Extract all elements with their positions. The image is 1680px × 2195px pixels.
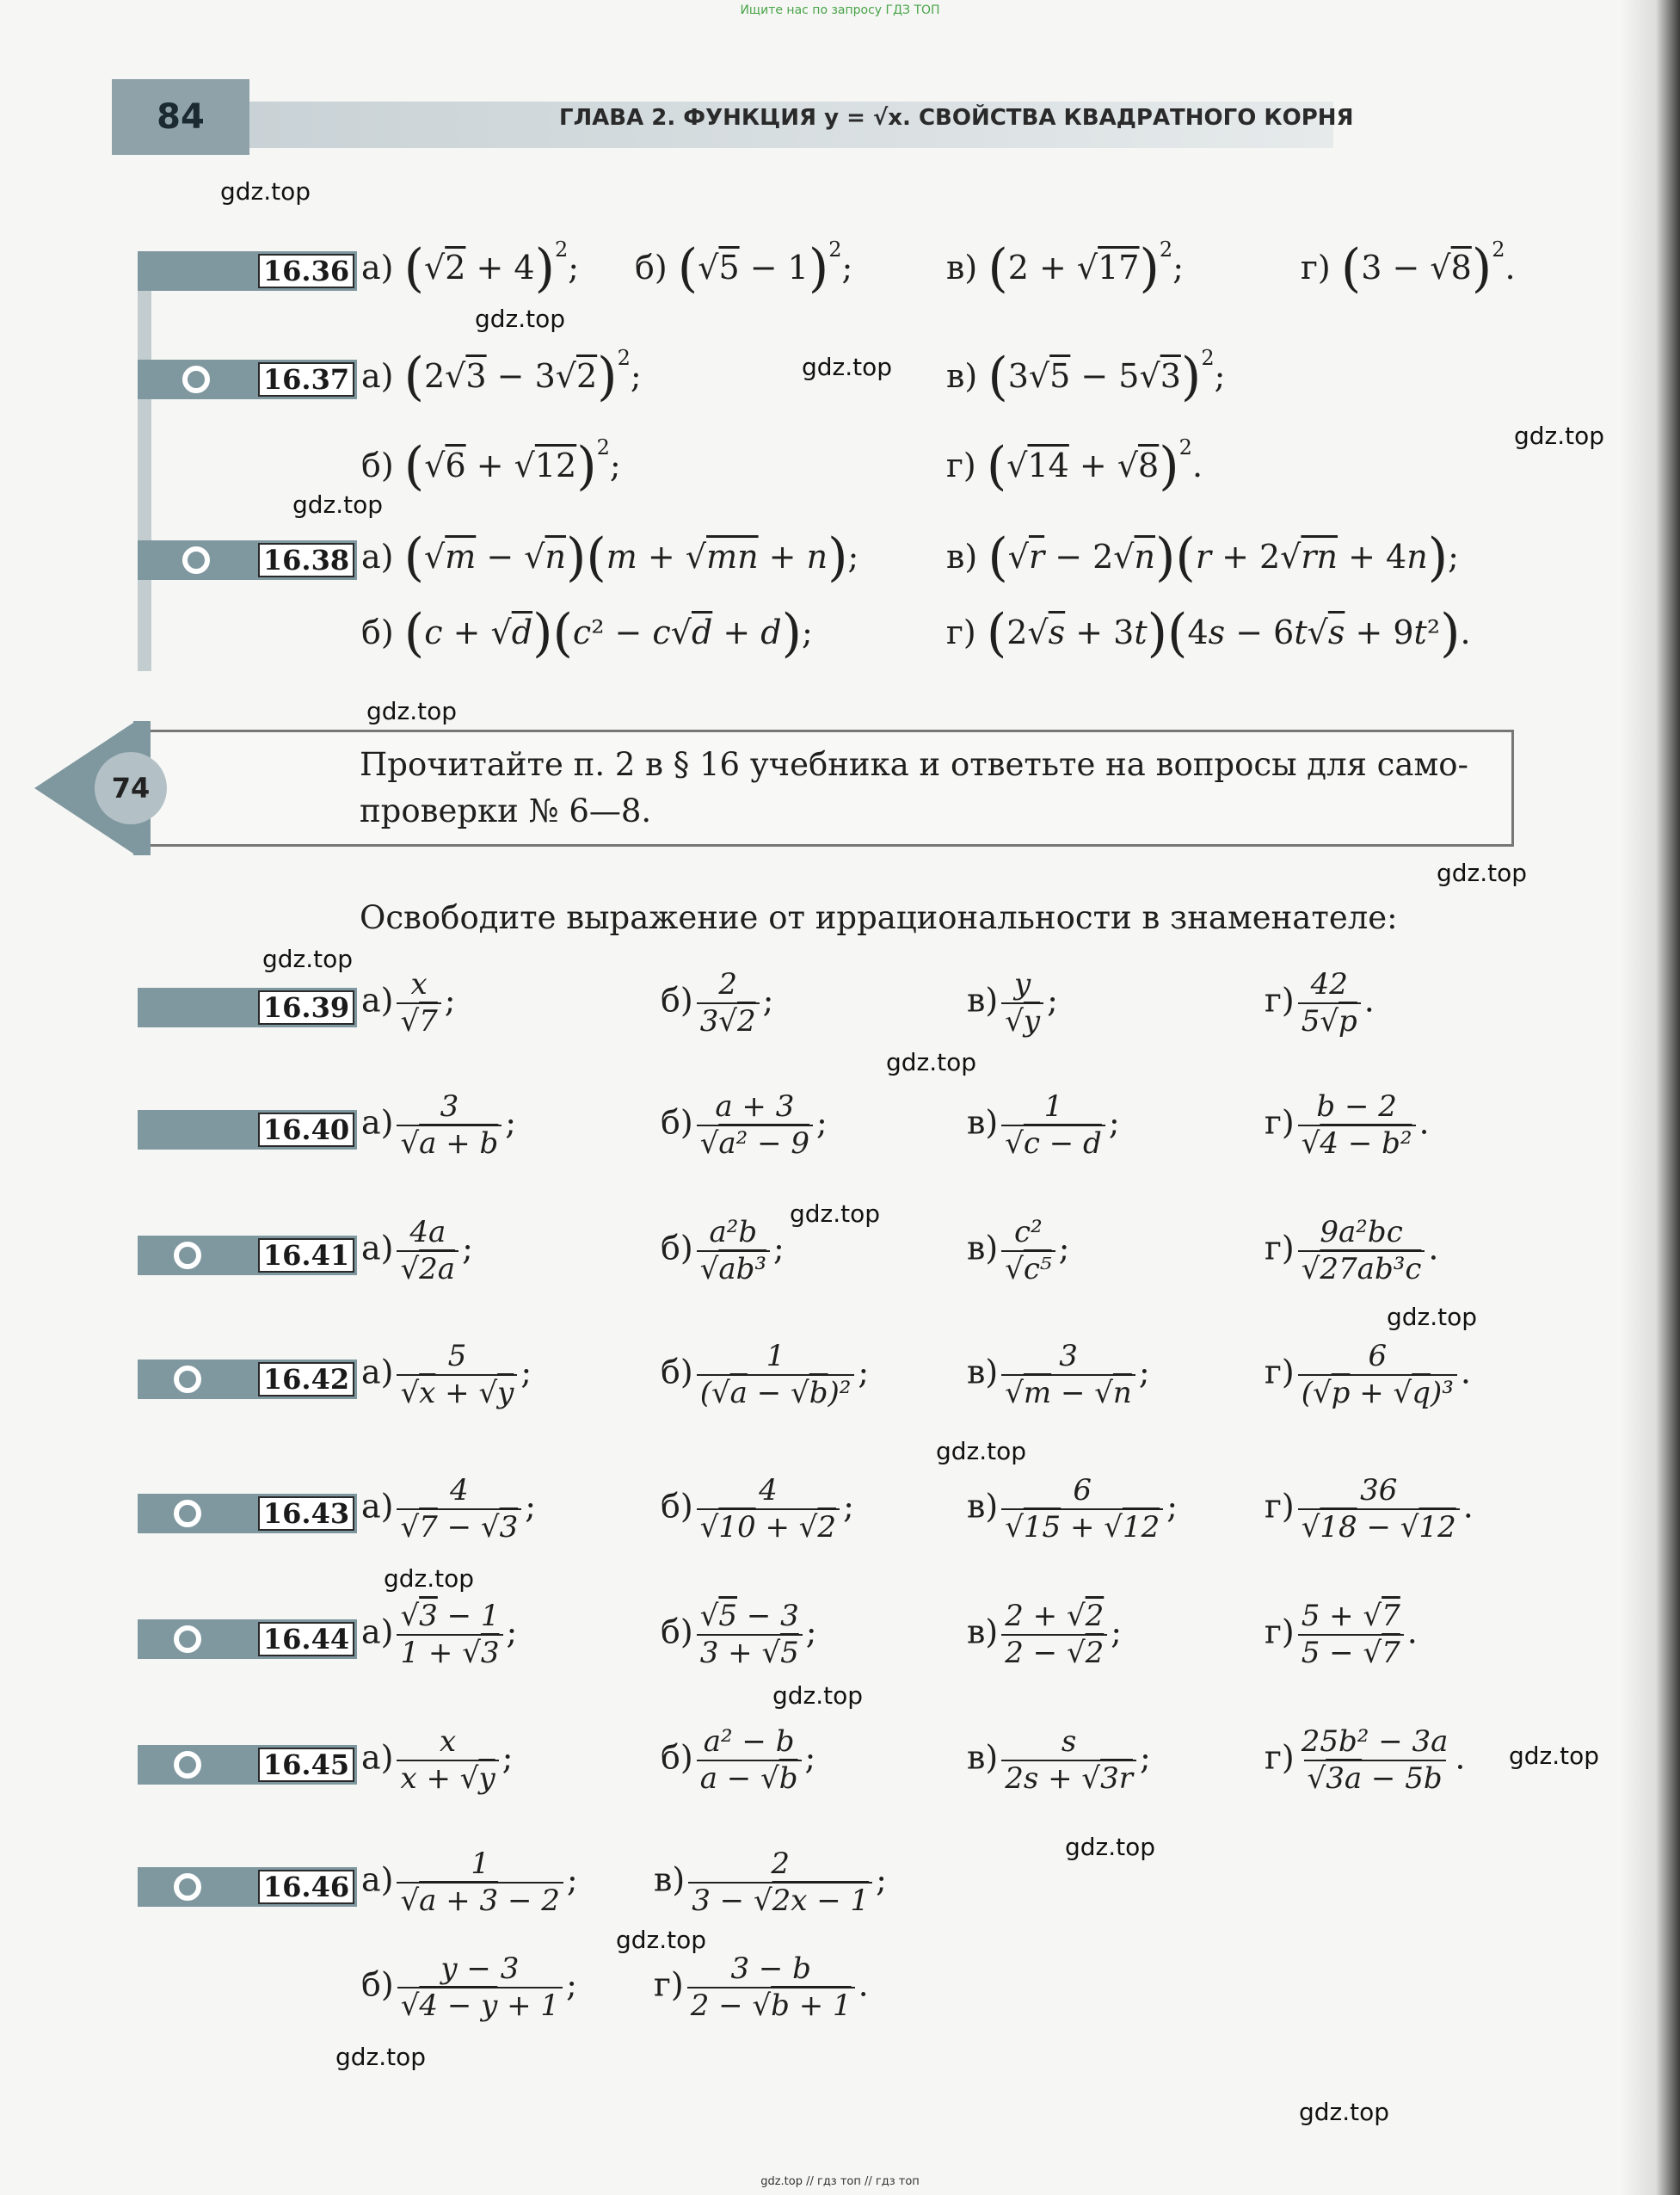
watermark: gdz.top <box>1299 2098 1390 2126</box>
expression: а) $\frac{5}{√x + √y}$ ; <box>361 1339 532 1410</box>
expression: г) $(√14 + √8)^2$. <box>946 435 1203 496</box>
label-a: а) <box>361 1487 394 1526</box>
task-number: 16.38 <box>258 543 354 577</box>
expression: б) $(√5 - 1)^2$; <box>635 237 853 299</box>
watermark: gdz.top <box>802 353 893 381</box>
circle-marker-icon <box>174 1500 201 1527</box>
watermark: gdz.top <box>292 490 384 519</box>
expression: б) $\frac{1}{\text{(√a − √b)²}}$ ; <box>661 1339 870 1410</box>
circle-marker-icon <box>174 1366 201 1393</box>
label-b: б) <box>661 1487 693 1526</box>
label-v: в) <box>967 1229 999 1267</box>
instruction: Освободите выражение от иррациональности в знаменателе: <box>360 899 1398 936</box>
label-b: б) <box>361 613 394 651</box>
label-g: г) <box>1265 1487 1295 1526</box>
label-v: в) <box>946 357 978 395</box>
label-a: а) <box>361 1353 394 1391</box>
expression: а) $\frac{√3 - 1}{1 + √3}$ ; <box>361 1599 518 1670</box>
watermark: gdz.top <box>475 305 566 333</box>
watermark: gdz.top <box>790 1199 881 1228</box>
expression: в) $\frac{s}{2s + √3r}$ ; <box>967 1724 1151 1796</box>
watermark: gdz.top <box>886 1048 977 1076</box>
label-v: в) <box>967 1103 999 1142</box>
label-b: б) <box>661 1738 693 1777</box>
expression: г) $\frac{5 + √7}{5 - √7}$ . <box>1265 1599 1418 1670</box>
label-a: а) <box>361 981 394 1020</box>
expression: б) $\frac{4}{√10 + √2}$ ; <box>661 1473 854 1545</box>
expression: в) $\frac{\text{c²}}{\text{√c⁵}}$ ; <box>967 1215 1070 1286</box>
expression: в) $\frac{6}{√15 + √12}$ ; <box>967 1473 1178 1545</box>
note-text-line-1: Прочитайте п. 2 в § 16 учебника и ответьте на вопросы для само- <box>360 746 1469 783</box>
expression: б) $(√6 + √12)^2$; <box>361 435 621 496</box>
expression: а) $\frac{x}{x + √y}$ ; <box>361 1724 514 1796</box>
task-number: 16.45 <box>258 1748 354 1782</box>
label-g: г) <box>1265 1738 1295 1777</box>
task-number: 16.41 <box>258 1238 354 1273</box>
expression: б) (c + √d)(c² − c√d + d); <box>361 603 813 663</box>
expression: в) $(3√5 - 5√3)^2$; <box>946 346 1226 407</box>
expression: г) $\frac{42}{5√p}$ . <box>1265 967 1375 1039</box>
label-g: г) <box>1265 1103 1295 1142</box>
label-v: в) <box>654 1860 686 1899</box>
label-g: г) <box>1301 249 1331 287</box>
label-g: г) <box>1265 1353 1295 1391</box>
task-number: 16.43 <box>258 1496 354 1531</box>
expression: а) $(2√3 - 3√2)^2$; <box>361 346 642 407</box>
expression: а) (√m − √n)(m + √mn + n); <box>361 527 859 588</box>
label-g: г) <box>1265 1229 1295 1267</box>
expression: а) $\frac{3}{√a + b}$ ; <box>361 1089 517 1161</box>
expression: б) $\frac{\text{a² − b}}{a - √b}$ ; <box>661 1724 816 1796</box>
expression: б) $\frac{a + 3}{\text{√a² − 9}}$ ; <box>661 1089 828 1161</box>
page-number: 84 <box>112 79 249 155</box>
label-a: а) <box>361 1229 394 1267</box>
task-number: 16.42 <box>258 1362 354 1397</box>
task-number: 16.40 <box>258 1113 354 1147</box>
watermark: gdz.top <box>616 1926 707 1954</box>
label-v: в) <box>967 1353 999 1391</box>
expression: а) $\frac{1}{√a + 3 - 2}$ ; <box>361 1847 578 1918</box>
label-a: а) <box>361 538 394 576</box>
expression: а) $\frac{4}{√7 - √3}$ ; <box>361 1473 537 1545</box>
expression: б) $\frac{√5 - 3}{3 + √5}$ ; <box>661 1599 817 1670</box>
circle-marker-icon <box>174 1873 201 1901</box>
label-v: в) <box>946 538 978 576</box>
label-a: а) <box>361 1612 394 1651</box>
label-a: а) <box>361 249 394 287</box>
expression: г) $\frac{b - 2}{\text{√4 − b²}}$ . <box>1265 1089 1430 1161</box>
side-bar <box>138 258 151 671</box>
label-v: в) <box>967 1612 999 1651</box>
label-a: а) <box>361 1860 394 1899</box>
top-note: Ищите нас по запросу ГДЗ ТОП <box>740 3 940 17</box>
label-b: б) <box>361 1965 394 2004</box>
label-b: б) <box>661 1103 693 1142</box>
watermark: gdz.top <box>384 1564 475 1593</box>
label-v: в) <box>967 1738 999 1777</box>
watermark: gdz.top <box>772 1681 864 1710</box>
label-v: в) <box>967 981 999 1020</box>
label-b: б) <box>635 249 668 287</box>
expression: в) $\frac{3}{√m - √n}$ ; <box>967 1339 1150 1410</box>
watermark: gdz.top <box>262 945 354 973</box>
note-text-line-2: проверки № 6—8. <box>360 792 652 829</box>
label-g: г) <box>946 447 976 484</box>
circle-marker-icon <box>182 366 210 393</box>
task-number: 16.37 <box>258 362 354 397</box>
watermark: gdz.top <box>1509 1742 1600 1770</box>
label-a: а) <box>361 357 394 395</box>
circle-marker-icon <box>174 1751 201 1779</box>
expression: в) $\frac{y}{√y}$ ; <box>967 967 1058 1039</box>
page-edge-shadow <box>1620 0 1680 2195</box>
watermark: gdz.top <box>1514 422 1605 450</box>
expression: в) $(2 + √17)^2$; <box>946 237 1184 299</box>
task-number: 16.46 <box>258 1870 354 1904</box>
circle-marker-icon <box>174 1242 201 1269</box>
bottom-note: gdz.top // гдз топ // гдз топ <box>760 2175 920 2188</box>
label-b: б) <box>661 1353 693 1391</box>
circle-marker-icon <box>174 1625 201 1653</box>
label-v: в) <box>967 1487 999 1526</box>
watermark: gdz.top <box>335 2043 427 2071</box>
expression: г) $\frac{\text{9a²bc}}{\text{√27ab³c}}$ . <box>1265 1215 1439 1286</box>
expression: а) $\frac{x}{√7}$ ; <box>361 967 456 1039</box>
watermark: gdz.top <box>1437 859 1528 887</box>
task-number: 16.39 <box>258 990 354 1025</box>
circle-marker-icon <box>182 546 210 574</box>
watermark: gdz.top <box>1065 1833 1156 1861</box>
label-b: б) <box>361 447 394 484</box>
label-g: г) <box>1265 981 1295 1020</box>
expression: в) (√r − 2√n)(r + 2√rn + 4n); <box>946 527 1459 588</box>
expression: б) $\frac{y - 3}{√4 - y + 1}$ ; <box>361 1951 577 2023</box>
label-a: а) <box>361 1738 394 1777</box>
expression: г) (2√s + 3t)(4s − 6t√s + 9t²). <box>946 603 1471 663</box>
expression: г) $\frac{6}{\text{(√p + √q)³}}$ . <box>1265 1339 1471 1410</box>
expression: а) $(√2 + 4)^2$; <box>361 237 580 299</box>
label-b: б) <box>661 1229 693 1267</box>
label-b: б) <box>661 981 693 1020</box>
expression: в) $\frac{2 + √2}{2 - √2}$ ; <box>967 1599 1123 1670</box>
watermark: gdz.top <box>1387 1303 1478 1331</box>
expression: а) $\frac{4a}{√2a}$ ; <box>361 1215 473 1286</box>
label-a: а) <box>361 1103 394 1142</box>
label-v: в) <box>946 249 978 287</box>
expression: г) $(3 - √8)^2$. <box>1301 237 1516 299</box>
watermark: gdz.top <box>936 1437 1027 1465</box>
label-b: б) <box>661 1612 693 1651</box>
label-g: г) <box>1265 1612 1295 1651</box>
expression: г) $\frac{3 - b}{2 - √b + 1}$ . <box>654 1951 869 2023</box>
expression: г) $\frac{\text{25b² − 3a}}{√3a - 5b}$ . <box>1265 1724 1466 1796</box>
watermark: gdz.top <box>366 697 458 725</box>
task-number: 16.36 <box>258 254 354 288</box>
expression: в) $\frac{1}{√c - d}$ ; <box>967 1089 1120 1161</box>
note-number: 74 <box>95 752 167 824</box>
watermark: gdz.top <box>220 177 311 206</box>
task-number: 16.44 <box>258 1622 354 1656</box>
expression: б) $\frac{2}{3√2}$ ; <box>661 967 774 1039</box>
label-g: г) <box>654 1965 684 2004</box>
expression: б) $\frac{\text{a²b}}{\text{√ab³}}$ ; <box>661 1215 785 1286</box>
chapter-title: ГЛАВА 2. ФУНКЦИЯ y = √x. СВОЙСТВА КВАДРАТНОГО КОРНЯ <box>559 105 1354 131</box>
expression: г) $\frac{36}{√18 - √12}$ . <box>1265 1473 1474 1545</box>
expression: в) $\frac{2}{3 - √2x - 1}$ ; <box>654 1847 887 1918</box>
label-g: г) <box>946 613 976 651</box>
